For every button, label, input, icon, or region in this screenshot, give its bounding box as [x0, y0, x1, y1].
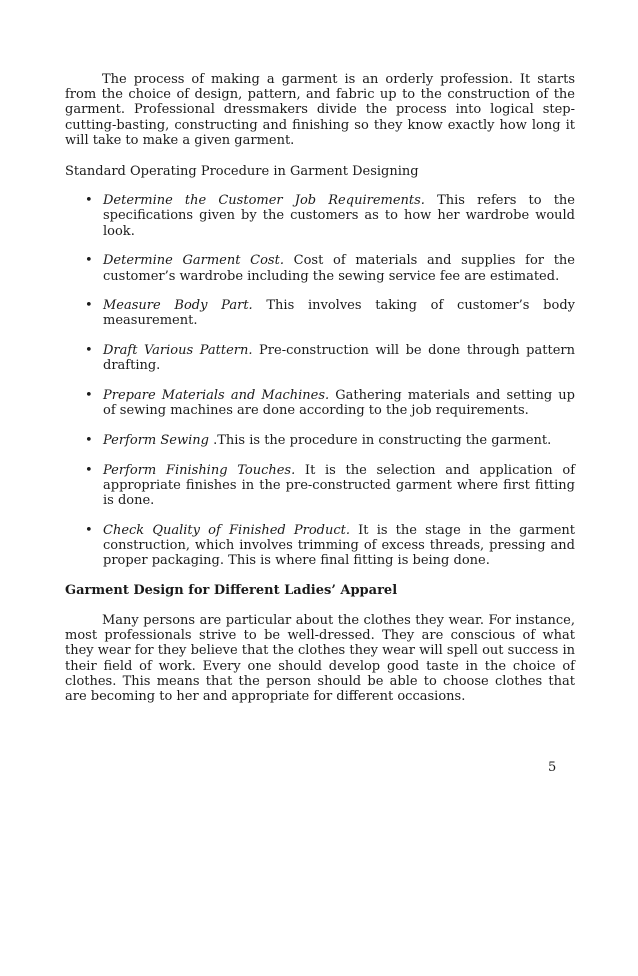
step-term: Prepare Materials and Machines.: [103, 388, 330, 404]
step-text: It is the selection and application of appropriate finishes in the pre-constructed garment where first fitting is done.: [103, 462, 576, 509]
step-text: This refers to the specifications given by the customers as to how her wardrobe would look.: [103, 193, 575, 239]
list-item: [65, 193, 575, 239]
bullet-icon: •: [85, 343, 93, 359]
section-paragraph: Many persons are particular about the clothes they wear. For instance, most professionals strive to be well-dressed. They are conscious of what they wear for they believe that the clothes they wear will spell out success in their field of work. Every one should develop good taste in the choice of clothes. This means that the person should be able to choose clothes that are becoming to her and appropriate for different occasions.: [65, 613, 575, 705]
list-item: [65, 433, 575, 448]
list-item: [65, 343, 575, 373]
step-term: Perform Finishing Touches.: [103, 462, 296, 478]
bullet-icon: •: [85, 432, 93, 448]
step-text: It is the stage in the garment construction, which involves trimming of excess threads, pressing and proper packaging. This is where final fitting is being done.: [103, 522, 576, 569]
list-item: [65, 463, 575, 509]
intro-paragraph: The process of making a garment is an orderly profession. It starts from the choice of design, pattern, and fabric up to the construction of the garment. Professional dressmakers divide the process into logical step-cutting-basting, constructing and finishing so they know exactly how long it will take to make a given garment.: [65, 72, 575, 148]
step-text: Gathering materials and setting up of sewing machines are done according to the job requirements.: [103, 388, 576, 419]
step-term: Check Quality of Finished Product.: [103, 522, 351, 538]
step-text: .This is the procedure in constructing the garment.: [208, 432, 552, 448]
list-item: [65, 298, 575, 328]
bullet-icon: •: [85, 462, 93, 478]
sop-steps-list: [65, 193, 575, 568]
step-term: Measure Body Part.: [103, 298, 253, 314]
document-page: [65, 72, 575, 704]
step-text: Cost of materials and supplies for the customer’s wardrobe including the sewing service fee are estimated.: [103, 253, 575, 284]
sop-heading: Standard Operating Procedure in Garment Designing: [65, 164, 419, 180]
section-heading: Garment Design for Different Ladies’ Apparel: [65, 582, 398, 598]
page-number: 5: [548, 760, 557, 775]
list-item: [65, 253, 575, 283]
list-item: [65, 388, 575, 418]
bullet-icon: •: [85, 388, 93, 404]
step-text: Pre-construction will be done through pattern drafting.: [103, 343, 575, 374]
step-term: Determine the Customer Job Requirements.: [103, 193, 425, 209]
step-term: Determine Garment Cost.: [103, 253, 284, 269]
step-term: Perform Sewing: [103, 432, 209, 448]
bullet-icon: •: [85, 298, 93, 314]
step-text: This involves taking of customer’s body measurement.: [103, 298, 575, 329]
bullet-icon: •: [85, 253, 93, 269]
bullet-icon: •: [85, 193, 93, 209]
step-term: Draft Various Pattern.: [103, 343, 253, 359]
list-item: [65, 523, 575, 569]
bullet-icon: •: [85, 522, 93, 538]
